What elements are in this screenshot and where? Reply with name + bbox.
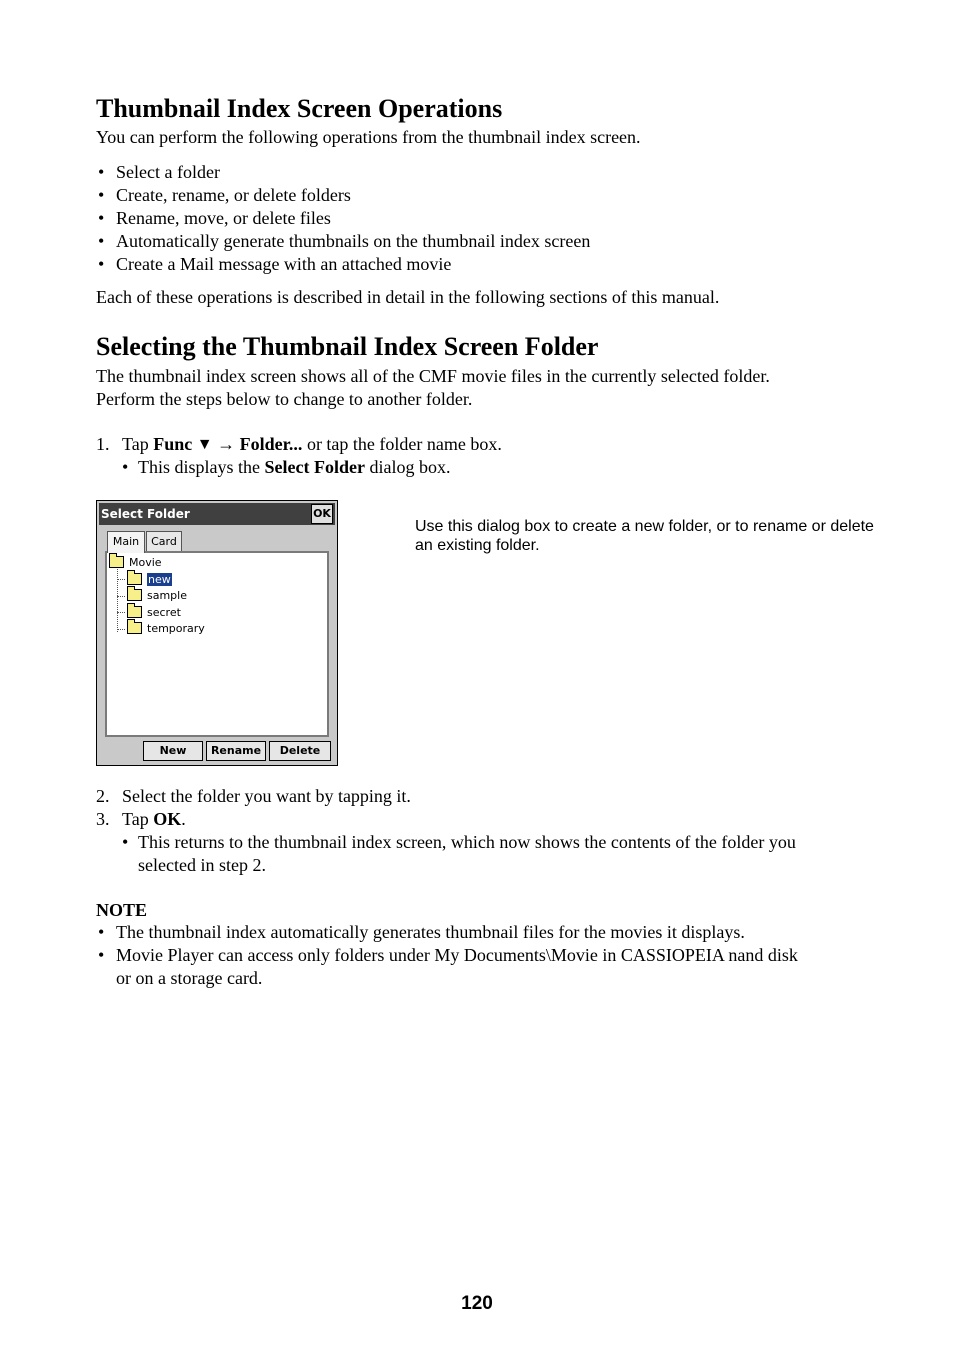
step-text-part: . xyxy=(181,809,186,829)
step-text-part: Tap xyxy=(122,434,154,454)
step-number: 3. xyxy=(96,809,110,829)
folder-icon xyxy=(127,589,142,601)
note-heading: NOTE xyxy=(96,900,148,920)
delete-button[interactable]: Delete xyxy=(269,741,331,761)
folder-icon xyxy=(127,606,142,618)
step-3-detail xyxy=(122,831,858,877)
folder-tree xyxy=(105,551,329,737)
folder-node-secret[interactable] xyxy=(127,605,181,621)
dialog-caption: Use this dialog box to create a new folder, or to rename or delete an existing folder. xyxy=(415,518,874,554)
section-heading-select-folder: Selecting the Thumbnail Index Screen Folder xyxy=(96,332,599,361)
tree-connector xyxy=(117,612,125,613)
detail-line: • This returns to the thumbnail index screen, which now shows the contents of the folder you xyxy=(138,832,796,852)
list-item: • Create, rename, or delete folders xyxy=(96,184,856,207)
tab-main[interactable]: Main xyxy=(107,531,145,553)
rename-button[interactable]: Rename xyxy=(206,741,266,761)
tree-connector xyxy=(117,579,125,580)
list-item: • Rename, move, or delete files xyxy=(96,207,856,230)
folder-menu-label: Folder... xyxy=(239,434,303,454)
note-line: • Movie Player can access only folders under My Documents\Movie in CASSIOPEIA nand disk xyxy=(116,945,798,965)
step-1-detail xyxy=(122,456,450,479)
folder-node-temporary[interactable] xyxy=(127,621,205,637)
triangle-down-icon: ▼ xyxy=(196,436,213,453)
detail-text-part: This displays the xyxy=(138,457,265,477)
operations-outro: Each of these operations is described in detail in the following sections of this manual. xyxy=(96,287,720,307)
folder-icon xyxy=(127,573,142,585)
folder-icon xyxy=(109,556,124,568)
tree-connector xyxy=(117,629,125,630)
list-item: • The thumbnail index automatically generates thumbnail files for the movies it displays. xyxy=(96,921,856,944)
list-item: • Automatically generate thumbnails on the thumbnail index screen xyxy=(96,230,856,253)
select-folder-intro-1: The thumbnail index screen shows all of the CMF movie files in the currently selected folder. xyxy=(96,366,770,386)
tab-card[interactable]: Card xyxy=(146,531,182,552)
select-folder-dialog xyxy=(96,500,338,766)
folder-label: new xyxy=(148,573,171,586)
folder-label: sample xyxy=(147,589,187,602)
select-folder-intro-2: Perform the steps below to change to another folder. xyxy=(96,389,473,409)
folder-label: Movie xyxy=(129,556,162,569)
step-number: 1. xyxy=(96,434,110,454)
step-text xyxy=(122,808,186,831)
func-menu-label: Func xyxy=(153,434,193,454)
section-heading-operations: Thumbnail Index Screen Operations xyxy=(96,94,503,123)
step-3 xyxy=(96,808,856,831)
note-line: or on a storage card. xyxy=(116,968,263,988)
list-item: • Select a folder xyxy=(96,161,856,184)
dialog-title-bar xyxy=(99,503,335,525)
step-2 xyxy=(96,785,856,808)
page-number: 120 xyxy=(461,1293,493,1314)
ok-button[interactable]: OK xyxy=(311,504,333,524)
folder-node-sample[interactable] xyxy=(127,588,187,604)
folder-label: secret xyxy=(147,606,181,619)
step-text: Select the folder you want by tapping it. xyxy=(122,786,411,806)
step-1 xyxy=(96,433,856,456)
detail-text-part: dialog box. xyxy=(364,457,451,477)
list-item xyxy=(96,944,856,990)
ok-label: OK xyxy=(153,809,182,829)
folder-icon xyxy=(127,622,142,634)
operations-list xyxy=(96,161,856,276)
arrow-right-icon: → xyxy=(212,434,240,454)
step-text-part: Tap xyxy=(122,809,154,829)
detail-line: selected in step 2. xyxy=(138,855,266,875)
tree-connector xyxy=(117,596,125,597)
operations-intro: You can perform the following operations from the thumbnail index screen. xyxy=(96,127,641,147)
dialog-name-label: Select Folder xyxy=(264,457,365,477)
note-list xyxy=(96,921,856,990)
step-text xyxy=(122,433,502,457)
folder-label: temporary xyxy=(147,622,205,635)
dialog-title: Select Folder xyxy=(101,507,190,521)
step-text-part: or tap the folder name box. xyxy=(302,434,502,454)
step-number: 2. xyxy=(96,786,110,806)
new-button[interactable]: New xyxy=(143,741,203,761)
list-item: • Create a Mail message with an attached movie xyxy=(96,253,856,276)
